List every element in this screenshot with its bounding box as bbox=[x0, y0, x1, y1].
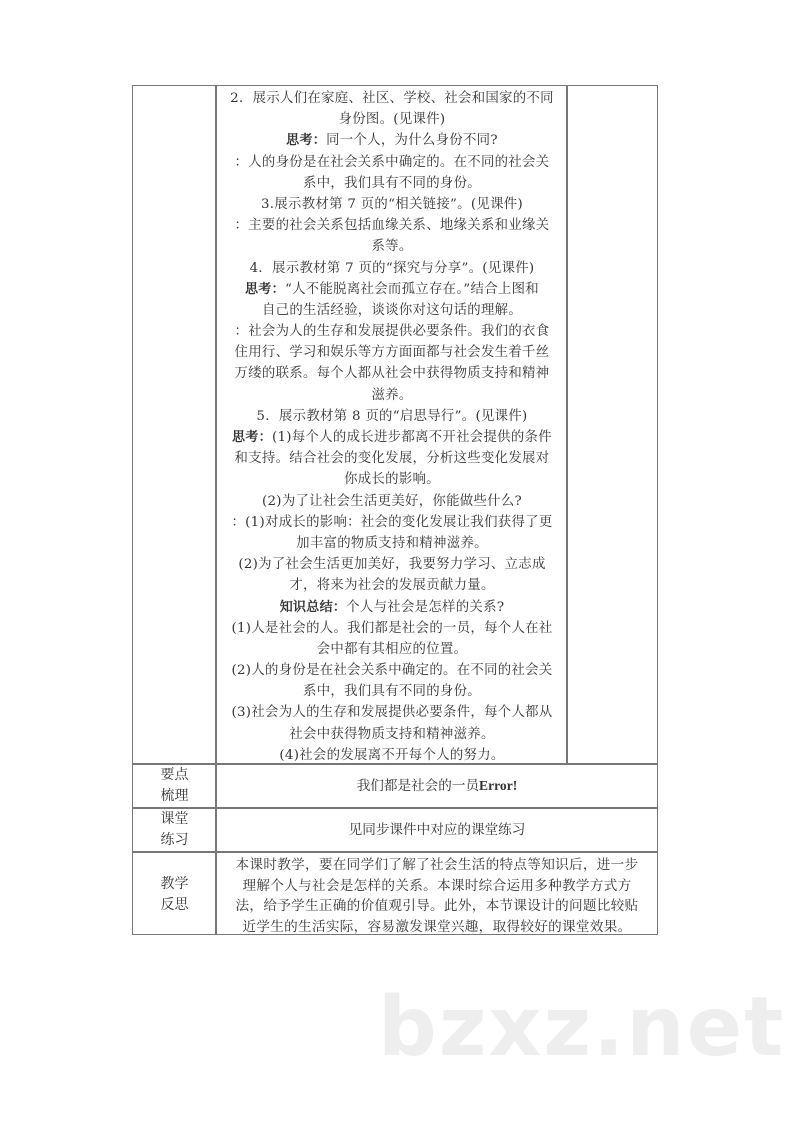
content-line bbox=[217, 173, 567, 194]
label-line: 课堂 bbox=[160, 811, 189, 827]
content-line bbox=[217, 554, 567, 575]
line-text: 会中都有其相应的位置。 bbox=[316, 641, 468, 657]
line-text: 社会中获得物质支持和精神滋养。 bbox=[289, 726, 495, 742]
key-points-cell bbox=[217, 765, 657, 807]
error-text: Error! bbox=[479, 778, 518, 793]
content-line bbox=[217, 152, 567, 173]
content-line bbox=[217, 512, 567, 533]
content-line bbox=[217, 660, 567, 681]
line-text: (4)社会的发展离不开每个人的努力。 bbox=[279, 747, 505, 763]
key-points-label bbox=[133, 765, 216, 807]
content-line bbox=[217, 258, 567, 279]
content-line bbox=[217, 406, 567, 427]
content-line bbox=[217, 448, 567, 469]
content-line bbox=[217, 88, 567, 109]
line-text: 2．展示人们在家庭、社区、学校、社会和国家的不同 bbox=[230, 91, 554, 106]
reflection-cell bbox=[217, 853, 657, 937]
line-text: (3)社会为人的生存和发展提供必要条件，每个人都从 bbox=[231, 705, 553, 721]
content-line bbox=[217, 385, 567, 406]
line-text: 系等。 bbox=[371, 239, 413, 255]
line-text: 个人与社会是怎样的关系? bbox=[346, 599, 505, 615]
content-line bbox=[217, 321, 567, 342]
line-text: (2)为了社会生活更加美好，我要努力学习、立志成 bbox=[238, 557, 546, 573]
content-line bbox=[217, 724, 567, 745]
content-line bbox=[217, 236, 567, 257]
bold-prefix: 知识总结： bbox=[279, 599, 347, 615]
line-text: 和支持。结合社会的变化发展，分析这些变化发展对 bbox=[234, 451, 550, 467]
line-text: 同一个人，为什么身份不同? bbox=[326, 133, 498, 149]
bold-prefix: 思考： bbox=[232, 430, 272, 445]
line-text: “人不能脱离社会而孤立存在。”结合上图和 bbox=[284, 281, 539, 297]
label-line: 练习 bbox=[160, 832, 189, 848]
content-line bbox=[217, 215, 567, 236]
practice-cell bbox=[217, 809, 657, 851]
content-line bbox=[217, 681, 567, 702]
line-text: 身份图。(见课件) bbox=[338, 112, 446, 128]
content-line bbox=[217, 702, 567, 723]
line-text: (1)每个人的成长进步都离不开社会提供的条件 bbox=[271, 430, 552, 445]
line-text: 系中，我们具有不同的身份。 bbox=[303, 684, 481, 700]
content-line bbox=[217, 342, 567, 363]
line-text: (2)人的身份是在社会关系中确定的。在不同的社会关 bbox=[231, 663, 553, 679]
content-line bbox=[217, 363, 567, 384]
content-line bbox=[217, 279, 567, 300]
bold-prefix: 思考： bbox=[245, 281, 285, 297]
line-text: 4．展示教材第 7 页的“探究与分享”。(见课件) bbox=[249, 260, 535, 276]
line-text: 加丰富的物质支持和精神滋养。 bbox=[296, 535, 488, 551]
reflection-line: 近学生的生活实际，容易激发课堂兴趣，取得较好的课堂效果。 bbox=[242, 918, 632, 935]
line-text: 才，将来为社会的发展贡献力量。 bbox=[289, 578, 495, 594]
content-line bbox=[217, 745, 567, 766]
practice-label bbox=[133, 809, 216, 851]
label-line: 要点 bbox=[160, 767, 189, 783]
content-line bbox=[217, 639, 567, 660]
reflection-line: 理解个人与社会是怎样的关系。本课时综合运用多种教学方式方 bbox=[242, 877, 632, 894]
content-line bbox=[217, 300, 567, 321]
line-text: 5．展示教材第 8 页的“启思导行”。(见课件) bbox=[256, 408, 528, 424]
reflection-line: 法，给予学生正确的价值观引导。此外，本节课设计的问题比较贴 bbox=[235, 898, 639, 914]
content-line bbox=[217, 575, 567, 596]
bold-prefix: 思考： bbox=[286, 133, 327, 149]
line-text: ：主要的社会关系包括血缘关系、地缘关系和业缘关 bbox=[234, 218, 550, 234]
content-line bbox=[217, 597, 567, 618]
watermark: bzxz.net bbox=[378, 980, 786, 1075]
content-line bbox=[217, 469, 567, 490]
content-line bbox=[217, 130, 567, 151]
line-text: 3.展示教材第 7 页的“相关链接”。(见课件) bbox=[260, 196, 523, 212]
label-line: 反思 bbox=[160, 897, 189, 913]
content-line bbox=[217, 491, 567, 512]
content-line bbox=[217, 533, 567, 554]
content-line bbox=[217, 109, 567, 130]
line-text: 你成长的影响。 bbox=[344, 472, 440, 488]
line-text: 住用行、学习和娱乐等方方面面都与社会发生着千丝 bbox=[234, 345, 550, 361]
content-line bbox=[217, 427, 567, 448]
reflection-label bbox=[133, 874, 216, 916]
line-text: (1)人是社会的人。我们都是社会的一员，每个人在社 bbox=[231, 620, 553, 636]
line-text: 万缕的联系。每个人都从社会中获得物质支持和精神 bbox=[234, 366, 550, 382]
line-text: ：人的身份是在社会关系中确定的。在不同的社会关 bbox=[234, 154, 550, 170]
label-line: 梳理 bbox=[160, 788, 189, 804]
content-line bbox=[217, 194, 567, 215]
line-text: ：(1)对成长的影响：社会的变化发展让我们获得了更 bbox=[231, 514, 553, 530]
line-text: ：社会为人的生存和发展提供必要条件。我们的衣食 bbox=[234, 324, 550, 340]
teaching-process-content bbox=[217, 88, 567, 766]
line-text: 系中，我们具有不同的身份。 bbox=[303, 175, 481, 191]
line-text: 自己的生活经验，谈谈你对这句话的理解。 bbox=[261, 302, 523, 318]
key-points-text: 我们都是社会的一员 bbox=[356, 778, 480, 794]
lesson-plan-table bbox=[132, 85, 658, 935]
line-text: 滋养。 bbox=[371, 387, 413, 403]
line-text: (2)为了让社会生活更美好，你能做些什么? bbox=[261, 493, 523, 509]
content-line bbox=[217, 618, 567, 639]
practice-text: 见同步课件中对应的课堂练习 bbox=[348, 822, 526, 838]
reflection-line: 本课时教学，要在同学们了解了社会生活的特点等知识后，进一步 bbox=[235, 857, 639, 873]
label-line: 教学 bbox=[160, 876, 189, 892]
